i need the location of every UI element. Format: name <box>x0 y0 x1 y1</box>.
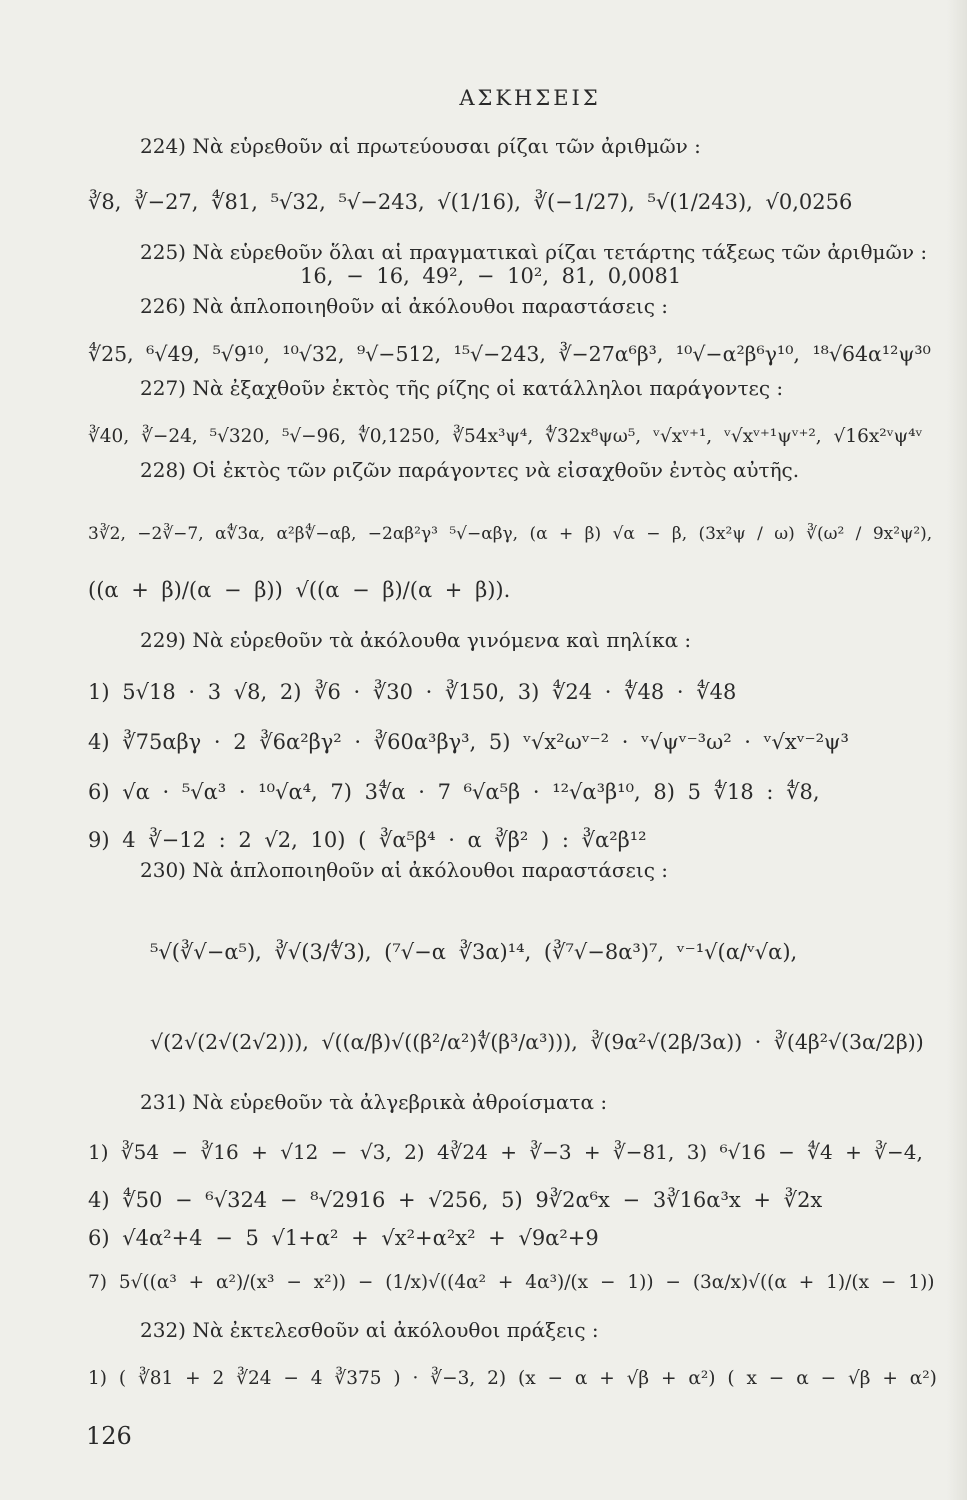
problem-229-expr-3: 6) √α · ⁵√α³ · ¹⁰√α⁴, 7) 3∜α · 7 ⁶√α⁵β · ¹²√α³β¹⁰, 8) 5 ∜18 : ∜8, <box>88 780 820 804</box>
problem-224-expr-1: ∛8, ∛−27, ∜81, ⁵√32, ⁵√−243, √(1/16), ∛(−1/27), ⁵√(1/243), √0,0256 <box>88 190 853 214</box>
problem-227-expr-1: ∛40, ∛−24, ⁵√320, ⁵√−96, ∜0,1250, ∛54x³ψ⁴, ∜32x⁸ψω⁵, ᵛ√xᵛ⁺¹, ᵛ√xᵛ⁺¹ψᵛ⁺², √16x²ᵛψ⁴ᵛ <box>88 426 923 447</box>
problem-229-expr-1: 1) 5√18 · 3 √8, 2) ∛6 · ∛30 · ∛150, 3) ∜24 · ∜48 · ∜48 <box>88 680 737 704</box>
problem-230-expr-2: √(2√(2√(2√2))), √((α/β)√((β²/α²)∜(β³/α³))), ∛(9α²√(2β/3α)) · ∛(4β²√(3α/2β)) <box>150 1030 924 1054</box>
problem-231-text: 231) Νὰ εὑρεθοῦν τὰ ἀλγεβρικὰ ἀθροίσματα : <box>140 1090 608 1114</box>
problem-224-text: 224) Νὰ εὑρεθοῦν αἱ πρωτεύουσαι ρίζαι τῶν ἀριθμῶν : <box>140 134 701 158</box>
problem-228-expr-2: ((α + β)/(α − β)) √((α − β)/(α + β)). <box>88 578 511 602</box>
problem-225-expr-1: 16, − 16, 49², − 10², 81, 0,0081 <box>300 264 682 288</box>
problem-231-expr-4: 7) 5√((α³ + α²)/(x³ − x²)) − (1/x)√((4α² + 4α³)/(x − 1)) − (3α/x)√((α + 1)/(x − 1)) <box>88 1272 935 1293</box>
problem-230-text: 230) Νὰ ἁπλοποιηθοῦν αἱ ἀκόλουθοι παραστάσεις : <box>140 858 669 882</box>
problem-229-text: 229) Νὰ εὑρεθοῦν τὰ ἀκόλουθα γινόμενα καὶ πηλίκα : <box>140 628 692 652</box>
problem-227-text: 227) Νὰ ἐξαχθοῦν ἐκτὸς τῆς ρίζης οἱ κατάλληλοι παράγοντες : <box>140 376 784 400</box>
problem-231-expr-2: 4) ∜50 − ⁶√324 − ⁸√2916 + √256, 5) 9∛2α⁶x − 3∛16α³x + ∛2x <box>88 1188 823 1212</box>
problem-232-text: 232) Νὰ ἐκτελεσθοῦν αἱ ἀκόλουθοι πράξεις : <box>140 1318 599 1342</box>
problem-229-expr-4: 9) 4 ∛−12 : 2 √2, 10) ( ∛α⁵β⁴ · α ∛β² ) : ∛α²β¹² <box>88 828 647 852</box>
page-edge-shadow <box>947 0 967 1500</box>
page-heading: ΑΣΚΗΣΕΙΣ <box>459 86 601 110</box>
problem-226-expr-1: ∜25, ⁶√49, ⁵√9¹⁰, ¹⁰√32, ⁹√−512, ¹⁵√−243, ∛−27α⁶β³, ¹⁰√−α²β⁶γ¹⁰, ¹⁸√64α¹²ψ³⁰ <box>88 342 931 366</box>
problem-228-text: 228) Οἱ ἐκτὸς τῶν ριζῶν παράγοντες νὰ εἰσαχθοῦν ἐντὸς αὐτῆς. <box>140 458 800 482</box>
problem-226-text: 226) Νὰ ἁπλοποιηθοῦν αἱ ἀκόλουθοι παραστάσεις : <box>140 294 669 318</box>
page-number: 126 <box>86 1422 132 1450</box>
problem-231-expr-1: 1) ∛54 − ∛16 + √12 − √3, 2) 4∛24 + ∛−3 + ∛−81, 3) ⁶√16 − ∜4 + ∛−4, <box>88 1140 923 1164</box>
problem-231-expr-3: 6) √4α²+4 − 5 √1+α² + √x²+α²x² + √9α²+9 <box>88 1226 599 1250</box>
problem-228-expr-1: 3∛2, −2∛−7, α∜3α, α²β∜−αβ, −2αβ²γ³ ⁵√−αβγ, (α + β) √α − β, (3x²ψ / ω) ∛(ω² / 9x²ψ²), <box>88 524 933 544</box>
problem-225-text: 225) Νὰ εὑρεθοῦν ὅλαι αἱ πραγματικαὶ ρίζαι τετάρτης τάξεως τῶν ἀριθμῶν : <box>140 240 928 264</box>
problem-230-expr-1: ⁵√(∛√−α⁵), ∛√(3/∜3), (⁷√−α ∛3α)¹⁴, (∛⁷√−8α³)⁷, ᵛ⁻¹√(α/ᵛ√α), <box>150 940 798 964</box>
problem-229-expr-2: 4) ∛75αβγ · 2 ∛6α²βγ² · ∛60α³βγ³, 5) ᵛ√x²ωᵛ⁻² · ᵛ√ψᵛ⁻³ω² · ᵛ√xᵛ⁻²ψ³ <box>88 730 849 754</box>
problem-232-expr-1: 1) ( ∛81 + 2 ∛24 − 4 ∛375 ) · ∛−3, 2) (x − α + √β + α²) ( x − α − √β + α²) <box>88 1368 937 1389</box>
